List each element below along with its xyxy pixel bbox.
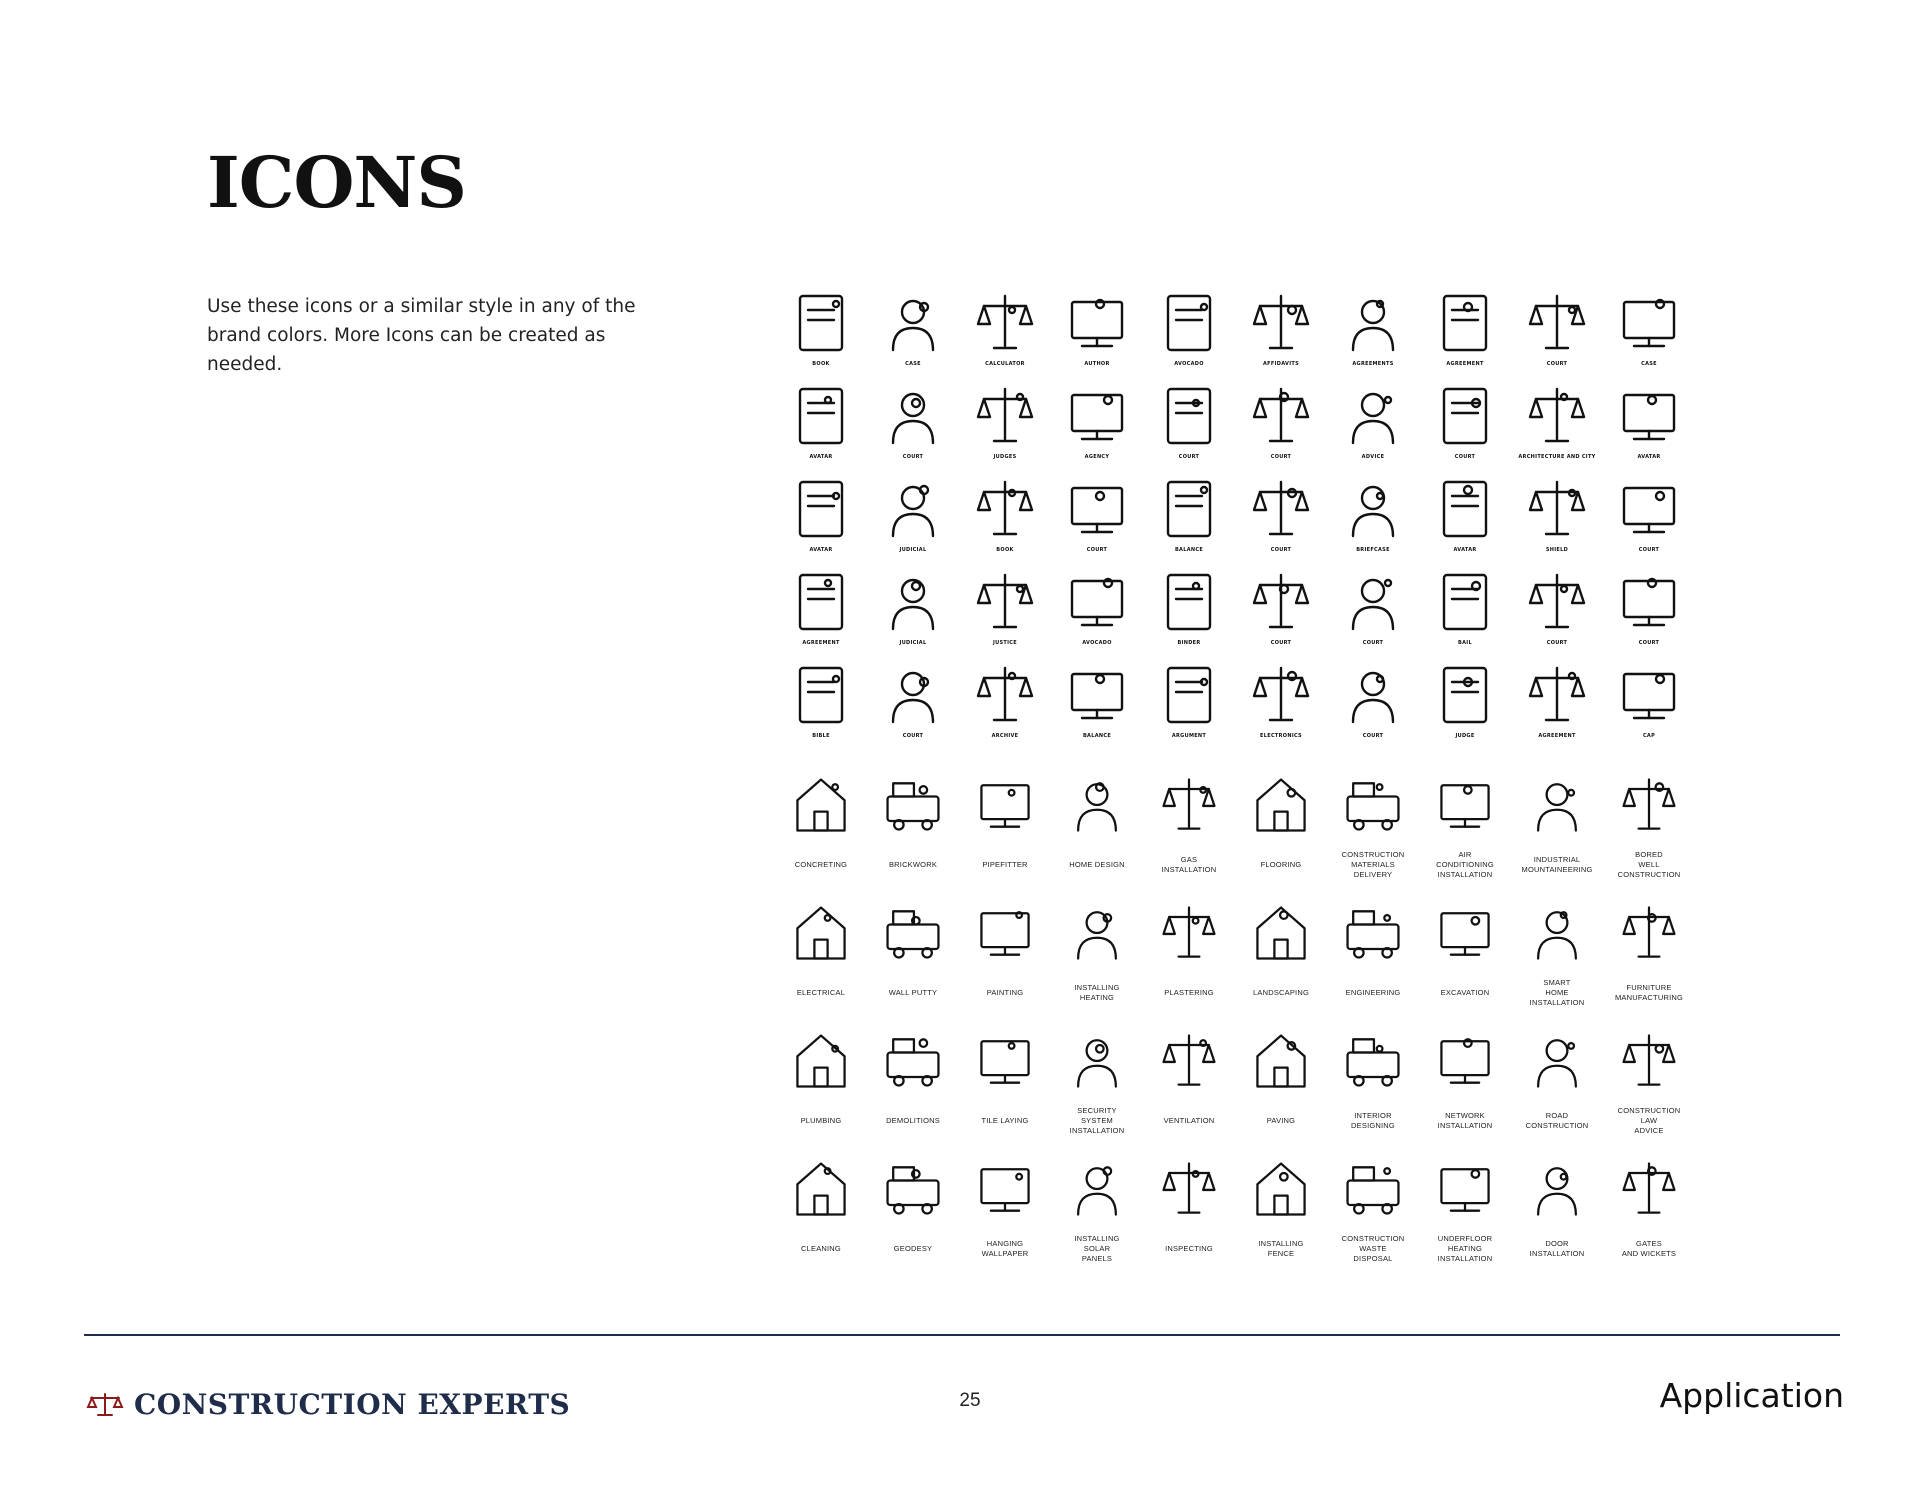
brand-logo [86,1388,570,1421]
icon-caption: BORED WELL CONSTRUCTION [1617,850,1681,879]
icon-caption: PAINTING [986,988,1024,997]
legal-icon-tile [959,288,1051,381]
icon-caption: JUDICIAL [899,547,927,553]
legal-icon-tile [775,288,867,381]
underfloor-heating-icon [1432,1156,1498,1222]
hand-scales-icon [1430,381,1500,451]
air-conditioner-icon [1432,772,1498,838]
icon-caption: JUDGES [993,454,1017,460]
icon-caption: INSTALLING SOLAR PANELS [1074,1234,1120,1263]
construction-icon-tile [1327,1156,1419,1284]
icon-caption: AVATAR [809,547,833,553]
icon-caption: ARGUMENT [1171,733,1207,739]
icon-caption: BINDER [1177,640,1201,646]
judge-gavel-icon [786,474,856,544]
engineer-gear-icon [1340,900,1406,966]
icon-caption: PLASTERING [1164,988,1214,997]
icon-caption: COURT [1638,640,1660,646]
legal-icon-tile [1143,474,1235,567]
icon-caption: COURT [1086,547,1108,553]
construction-icon-tile [775,900,867,1028]
armchair-lamp-icon [1340,1028,1406,1094]
icon-caption: JUDICIAL [899,640,927,646]
fist-scales-icon [1154,474,1224,544]
briefcase-icon [1338,474,1408,544]
icon-caption: COURT [1546,640,1568,646]
parquet-icon [1248,772,1314,838]
construction-icon-tile [1419,900,1511,1028]
legal-icon-tile [775,381,867,474]
icon-caption: ADVICE [1361,454,1385,460]
speaker-question-icon [970,567,1040,637]
icon-caption: COURT [1454,454,1476,460]
icon-caption: AVATAR [809,454,833,460]
icon-caption: CAP [1642,733,1656,739]
icon-caption: PIPEFITTER [982,860,1028,869]
icon-caption: AGENCY [1084,454,1110,460]
icon-caption: SMART HOME INSTALLATION [1529,978,1585,1007]
construction-icon-tile [959,1028,1051,1156]
construction-icon-tile [1051,1156,1143,1284]
magnifier-scales-icon [1614,474,1684,544]
legal-icon-grid [775,288,1695,753]
icon-caption: COURT [1638,547,1660,553]
legal-icon-tile [1143,381,1235,474]
construction-icon-tile [1143,772,1235,900]
gavel-scales-icon [1522,288,1592,358]
icon-caption: GATES AND WICKETS [1621,1239,1677,1258]
document-exchange-icon [1338,288,1408,358]
construction-icon-tile [1235,1156,1327,1284]
duct-icon [1156,1028,1222,1094]
legal-icon-tile [1419,567,1511,660]
construction-icon-tile [1603,1156,1695,1284]
shredder-icon [1246,288,1316,358]
legal-icon-tile [867,288,959,381]
legal-icon-tile [775,474,867,567]
icon-caption: INSTALLING HEATING [1074,983,1120,1002]
icon-caption: ROAD CONSTRUCTION [1525,1111,1589,1130]
icon-caption: CONSTRUCTION MATERIALS DELIVERY [1341,850,1405,879]
drill-rig-icon [1616,772,1682,838]
lawyer-tie-icon [1614,381,1684,451]
icon-caption: INSPECTING [1165,1244,1213,1253]
construction-icon-tile [1419,1156,1511,1284]
construction-icon-tile [1511,1028,1603,1156]
construction-icon-tile [1419,1028,1511,1156]
legal-icon-tile [1511,381,1603,474]
icon-caption: COURT [902,454,924,460]
icon-caption: COURT [1546,361,1568,367]
icon-caption: TILE LAYING [981,1116,1029,1125]
construction-icon-tile [1511,1156,1603,1284]
icon-caption: INSTALLING FENCE [1258,1239,1304,1258]
document-sign-icon [1522,567,1592,637]
magnifier-document-icon [970,660,1040,730]
icon-caption: UNDERFLOOR HEATING INSTALLATION [1437,1234,1493,1263]
legal-icon-tile [1419,288,1511,381]
legal-icon-tile [1603,567,1695,660]
intro-text: Use these icons or a similar style in any of the brand colors. More Icons can be created as needed. [207,296,636,375]
tile-trowel-icon [972,1028,1038,1094]
consultation-icon [1338,381,1408,451]
lightbulb-scales-icon [878,660,948,730]
legal-icon-tile [1143,660,1235,753]
court-banner-icon [1338,660,1408,730]
icon-caption: DOOR INSTALLATION [1529,1239,1585,1258]
icon-caption: AIR CONDITIONING INSTALLATION [1436,850,1494,879]
construction-icon-tile [1603,900,1695,1028]
legal-icon-tile [1603,381,1695,474]
legal-icon-tile [1419,660,1511,753]
construction-icon-tile [775,1156,867,1284]
icon-caption: COURT [1362,733,1384,739]
icon-caption: BOOK [812,361,830,367]
icon-caption: HOME DESIGN [1069,860,1125,869]
gate-icon [1616,1156,1682,1222]
legal-icon-tile [1327,288,1419,381]
icon-caption: AGREEMENT [1446,361,1484,367]
icon-caption: AVOCADO [1082,640,1112,646]
page-title: ICONS [207,141,466,224]
icon-caption: PLUMBING [800,1116,842,1125]
handshake-icon [786,567,856,637]
icon-caption: AFFIDAVITS [1263,361,1299,367]
shovel-tree-icon [1248,900,1314,966]
icon-caption: COURT [1270,547,1292,553]
pipe-icon [972,772,1038,838]
construction-icon-tile [867,772,959,900]
legal-icon-tile [1235,567,1327,660]
construction-icon-tile [1143,1028,1235,1156]
construction-icon-tile [1327,1028,1419,1156]
legal-icon-tile [775,567,867,660]
case-file-icon [878,288,948,358]
brick-trowel-icon [880,772,946,838]
wallpaper-icon [972,1156,1038,1222]
construction-icon-tile [775,772,867,900]
legal-icon-tile [1511,660,1603,753]
certificate-icon [1522,660,1592,730]
document-gavel-icon [1616,1028,1682,1094]
legal-icon-tile [1051,567,1143,660]
law-book-icon [786,288,856,358]
paint-roller-icon [972,900,1038,966]
house-radiator-icon [1064,900,1130,966]
legal-icon-tile [1235,474,1327,567]
sword-scales-icon [1246,567,1316,637]
icon-caption: FURNITURE MANUFACTURING [1614,983,1684,1002]
legal-icon-tile [1603,474,1695,567]
icon-caption: VENTILATION [1163,1116,1215,1125]
icon-caption: BRIEFCASE [1356,547,1390,553]
icon-caption: CALCULATOR [985,361,1025,367]
plaster-wall-icon [1156,900,1222,966]
binders-icon [1154,567,1224,637]
icon-caption: GEODESY [893,1244,933,1253]
icon-caption: NETWORK INSTALLATION [1437,1111,1493,1130]
theodolite-icon [880,1156,946,1222]
location-pin-icon [1338,567,1408,637]
construction-icon-tile [867,1156,959,1284]
construction-icon-tile [1143,900,1235,1028]
broom-bucket-icon [788,1156,854,1222]
legal-icon-tile [1051,381,1143,474]
icon-caption: AVOCADO [1174,361,1204,367]
person-eye-icon [1430,474,1500,544]
oath-bible-icon [786,660,856,730]
legal-icon-tile [1051,288,1143,381]
lawyer-books-icon [1062,567,1132,637]
icon-caption: ELECTRONICS [1260,733,1302,739]
icon-caption: GAS INSTALLATION [1161,855,1217,874]
house-shield-icon [1064,1028,1130,1094]
section-label: Application [1659,1376,1844,1415]
construction-icon-tile [1419,772,1511,900]
argument-icon [1154,660,1224,730]
legal-icon-tile [867,660,959,753]
legal-icon-tile [1235,288,1327,381]
legal-icon-tile [1327,567,1419,660]
icon-caption: EXCAVATION [1440,988,1490,997]
icon-caption: CONSTRUCTION WASTE DISPOSAL [1341,1234,1405,1263]
icon-caption: JUSTICE [993,640,1017,646]
icon-caption: COURT [902,733,924,739]
legal-icon-tile [1051,474,1143,567]
legal-icon-tile [1327,474,1419,567]
solar-house-icon [1064,1156,1130,1222]
lawyer-alert-icon [1062,288,1132,358]
legal-icon-tile [1143,288,1235,381]
legal-icon-tile [775,660,867,753]
legal-icon-tile [1603,288,1695,381]
construction-icon-tile [1603,1028,1695,1156]
putty-knife-icon [880,900,946,966]
construction-icon-tile [1235,900,1327,1028]
construction-icon-tile [1235,772,1327,900]
icon-caption: PAVING [1266,1116,1296,1125]
icon-caption: INTERIOR DESIGNING [1351,1111,1395,1130]
legal-icon-tile [1051,660,1143,753]
jury-icon [970,381,1040,451]
printer-icon [1246,660,1316,730]
envelope-scales-icon [1154,381,1224,451]
gavel-money-icon [1614,567,1684,637]
document-stack-icon [1614,288,1684,358]
page-number: 25 [959,1390,981,1411]
legal-icon-tile [1419,474,1511,567]
icon-caption: ARCHIVE [991,733,1019,739]
gear-scales-icon [1062,474,1132,544]
construction-icon-tile [1235,1028,1327,1156]
skip-truck-icon [1340,1156,1406,1222]
handcuffs-icon [1430,567,1500,637]
paving-bricks-icon [1248,1028,1314,1094]
construction-icon-tile [1051,900,1143,1028]
construction-icon-tile [959,900,1051,1028]
brand-name: CONSTRUCTION EXPERTS [134,1388,571,1421]
icon-caption: SHIELD [1545,547,1569,553]
gas-meter-icon [1156,772,1222,838]
gavel-document-icon [1246,474,1316,544]
icon-caption: DEMOLITIONS [886,1116,940,1125]
legal-icon-tile [1235,660,1327,753]
presentation-icon [1062,381,1132,451]
balance-scale-icon [1062,660,1132,730]
construction-icon-tile [959,772,1051,900]
legal-icon-tile [1235,381,1327,474]
legal-icon-tile [1511,474,1603,567]
road-roller-icon [1524,1028,1590,1094]
house-sketch-icon [1064,772,1130,838]
strategy-board-icon [1246,381,1316,451]
legal-icon-tile [1511,567,1603,660]
smart-home-icon [1524,900,1590,966]
climber-icon [1524,772,1590,838]
scales-calculator-icon [970,288,1040,358]
fence-icon [1248,1156,1314,1222]
construction-icon-tile [959,1156,1051,1284]
scales-logo-icon [86,1392,124,1418]
construction-icon-grid [775,772,1695,1284]
icon-caption: ELECTRICAL [796,988,846,997]
construction-icon-tile [867,900,959,1028]
judge-wig-icon [878,474,948,544]
legal-icon-tile [867,567,959,660]
icon-caption: BRICKWORK [888,860,938,869]
dump-truck-icon [1340,772,1406,838]
scales-person-icon [786,381,856,451]
router-icon [1432,1028,1498,1094]
icon-caption: LANDSCAPING [1253,988,1309,997]
concrete-pour-icon [788,772,854,838]
legal-icon-tile [867,381,959,474]
legal-icon-tile [1511,288,1603,381]
shield-scales-icon [1522,474,1592,544]
construction-icon-tile [1511,900,1603,1028]
icon-caption: ENGINEERING [1345,988,1401,997]
construction-icon-tile [1511,772,1603,900]
construction-icon-tile [1051,1028,1143,1156]
footer-divider [84,1334,1840,1336]
icon-caption: BOOK [996,547,1014,553]
icon-caption: CLEANING [801,1244,841,1253]
icon-caption: AVATAR [1453,547,1477,553]
legal-icon-tile [959,567,1051,660]
icon-caption: AGREEMENT [1538,733,1576,739]
excavator-icon [1432,900,1498,966]
lawyer-eye-icon [1154,288,1224,358]
icon-caption: INDUSTRIAL MOUNTAINEERING [1521,855,1593,874]
person-moneybag-icon [878,567,948,637]
construction-icon-tile [1143,1156,1235,1284]
icon-caption: CONCRETING [794,860,848,869]
legal-icon-tile [1327,381,1419,474]
scarecrow-scales-icon [878,381,948,451]
inspector-icon [1156,1156,1222,1222]
legal-icon-tile [959,381,1051,474]
icon-caption: FLOORING [1260,860,1302,869]
icon-caption: JUDGE [1455,733,1475,739]
icon-caption: BAIL [1458,640,1472,646]
jackhammer-icon [880,1028,946,1094]
icon-caption: COURT [1270,640,1292,646]
construction-icon-tile [1327,772,1419,900]
icon-caption: AUTHOR [1084,361,1110,367]
legal-icon-tile [1143,567,1235,660]
construction-icon-tile [1603,772,1695,900]
door-icon [1524,1156,1590,1222]
legal-icon-tile [959,660,1051,753]
icon-caption: COURT [1178,454,1200,460]
icon-caption: BALANCE [1082,733,1112,739]
icon-caption: COURT [1362,640,1384,646]
contract-pen-icon [1430,288,1500,358]
legal-icon-tile [867,474,959,567]
icon-caption: AGREEMENTS [1352,361,1394,367]
icon-caption: BIBLE [812,733,830,739]
electrical-panel-icon [788,900,854,966]
icon-caption: HANGING WALLPAPER [981,1239,1029,1258]
open-book-scales-icon [970,474,1040,544]
legal-icon-tile [1419,381,1511,474]
wardrobe-icon [1616,900,1682,966]
faucet-icon [788,1028,854,1094]
icon-caption: AGREEMENT [802,640,840,646]
construction-icon-tile [1327,900,1419,1028]
icon-caption: CONSTRUCTION LAW ADVICE [1617,1106,1681,1135]
judges-panel-icon [1430,660,1500,730]
icon-caption: AVATAR [1637,454,1661,460]
construction-icon-tile [775,1028,867,1156]
icon-caption: WALL PUTTY [888,988,938,997]
icon-caption: COURT [1270,454,1292,460]
courthouse-icon [1522,381,1592,451]
legal-icon-tile [959,474,1051,567]
construction-icon-tile [867,1028,959,1156]
graduation-cap-scales-icon [1614,660,1684,730]
icon-caption: BALANCE [1174,547,1204,553]
icon-caption: CASE [905,361,921,367]
icon-caption: SECURITY SYSTEM INSTALLATION [1069,1106,1125,1135]
icon-caption: ARCHITECTURE AND CITY [1518,454,1596,460]
icon-caption: CASE [1641,361,1657,367]
construction-icon-tile [1051,772,1143,900]
legal-icon-tile [1603,660,1695,753]
legal-icon-tile [1327,660,1419,753]
